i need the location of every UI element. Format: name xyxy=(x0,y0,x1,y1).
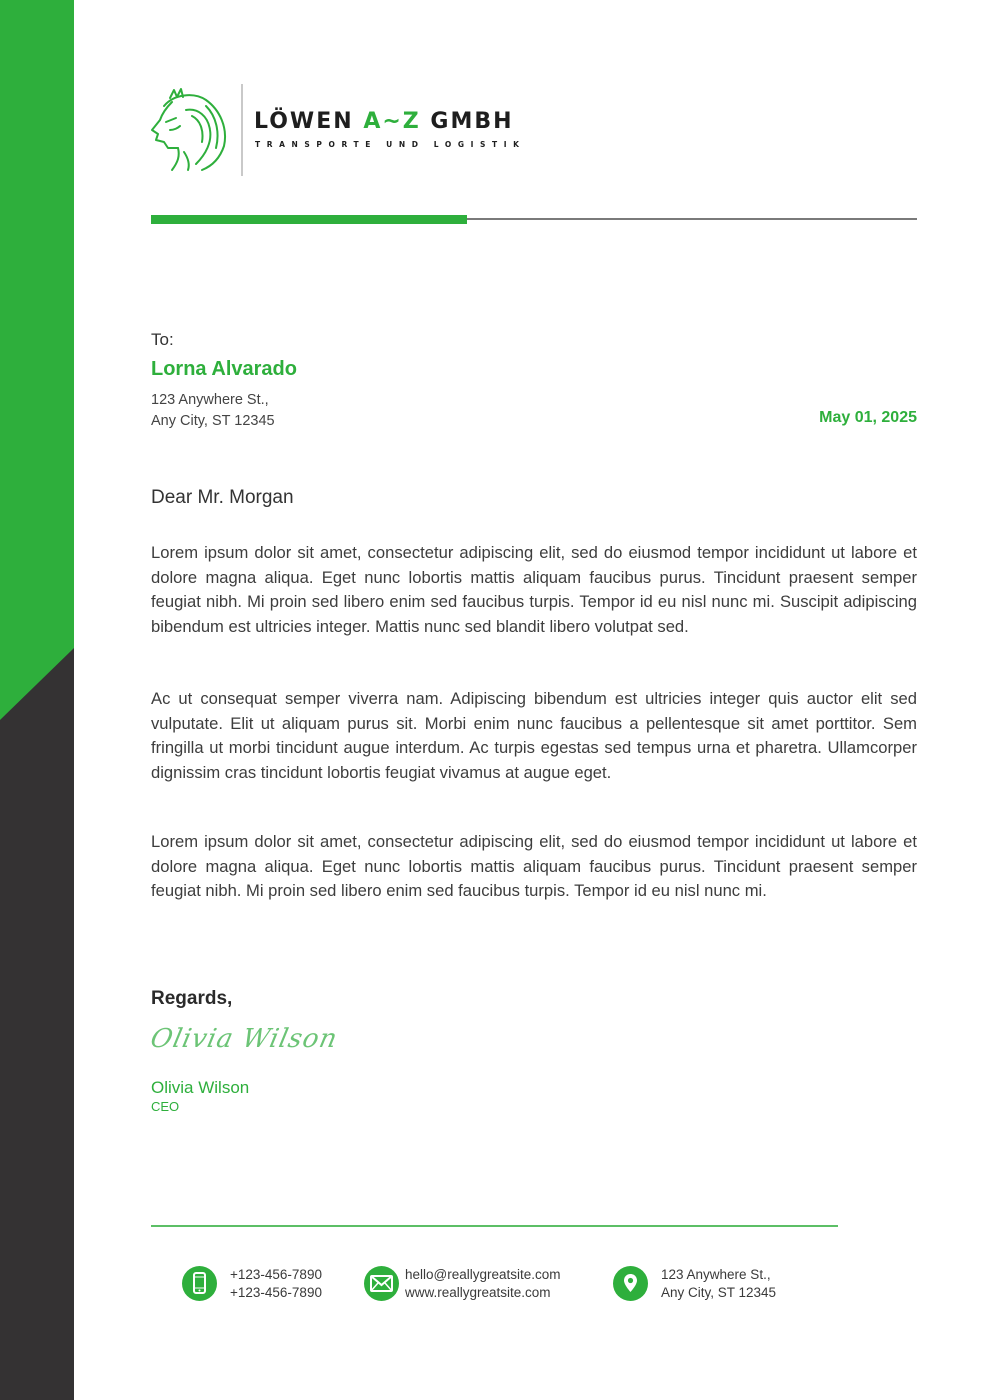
company-name xyxy=(254,109,514,134)
signer-title: CEO xyxy=(151,1099,180,1114)
to-label: To: xyxy=(151,330,174,349)
body-paragraph-1: Lorem ipsum dolor sit amet, consectetur adipiscing elit, sed do eiusmod tempor incididunt ut labore et dolore magna aliqua. Eget nunc lobortis mattis aliquam faucibus purus. Tincidunt praesent semper feugiat nibh. Mi proin sed libero enim sed faucibus turpis. Tempor id eu nisl nunc mi. Suscipit adipiscing bibendum est ultricies integer. Mattis nunc sed blandit libero volutpat sed. xyxy=(151,543,917,636)
company-name-part2: GMBH xyxy=(420,109,514,134)
phone-line2: +123-456-7890 xyxy=(230,1285,322,1300)
company-name-accent: A~Z xyxy=(363,109,421,134)
website-url[interactable]: www.reallygreatsite.com xyxy=(405,1285,551,1300)
phone-numbers xyxy=(230,1266,322,1302)
body-paragraph-2: Ac ut consequat semper viverra nam. Adipiscing bibendum est ultricies integer quis auctor elit sed vulputate. Elit ut aliquam purus sit. Morbi enim nunc faucibus a pellentesque sit amet porttitor. Sem fringilla ut morbi tincidunt augue interdum. Ac turpis egestas sed tempus urna et pharetra. Ullamcorper dignissim cras tincidunt lobortis feugiat vivamus at augue eget. xyxy=(151,689,917,782)
phone-icon xyxy=(182,1266,217,1301)
handwritten-signature: Olivia Wilson xyxy=(147,1024,341,1054)
location-pin-icon xyxy=(613,1266,648,1301)
address-line2: Any City, ST 12345 xyxy=(661,1285,777,1300)
recipient-name: Lorna Alvarado xyxy=(151,358,297,380)
salutation: Dear Mr. Morgan xyxy=(151,487,294,508)
footer-divider-line xyxy=(151,1225,838,1227)
sidebar-green-shape xyxy=(0,0,74,1400)
header-accent-bar xyxy=(151,215,467,224)
company-address xyxy=(661,1266,776,1302)
email-website xyxy=(405,1266,561,1302)
signer-name: Olivia Wilson xyxy=(151,1078,250,1097)
envelope-icon xyxy=(364,1266,399,1301)
closing: Regards, xyxy=(151,988,233,1009)
company-tagline: TRANSPORTE UND LOGISTIK xyxy=(255,140,526,149)
company-name-part1: LÖWEN xyxy=(254,109,364,134)
header-divider-line xyxy=(467,218,917,220)
recipient-address xyxy=(151,390,275,432)
letter-date: May 01, 2025 xyxy=(819,409,917,426)
body-paragraph-3: Lorem ipsum dolor sit amet, consectetur adipiscing elit, sed do eiusmod tempor incididunt ut labore et dolore magna aliqua. Eget nunc lobortis mattis aliquam faucibus purus. Tincidunt praesent semper feugiat nibh. Mi proin sed libero enim sed faucibus turpis. Tempor id eu nisl nunc mi. xyxy=(151,832,917,900)
recipient-address-line1: 123 Anywhere St., xyxy=(151,392,269,408)
lion-head-icon xyxy=(150,86,230,172)
phone-line1: +123-456-7890 xyxy=(230,1267,322,1282)
logo-divider xyxy=(241,84,243,176)
recipient-address-line2: Any City, ST 12345 xyxy=(151,413,275,429)
email-address[interactable]: hello@reallygreatsite.com xyxy=(405,1267,561,1282)
address-line1: 123 Anywhere St., xyxy=(661,1267,771,1282)
company-logo xyxy=(150,84,530,176)
sidebar-decoration xyxy=(0,0,74,1400)
